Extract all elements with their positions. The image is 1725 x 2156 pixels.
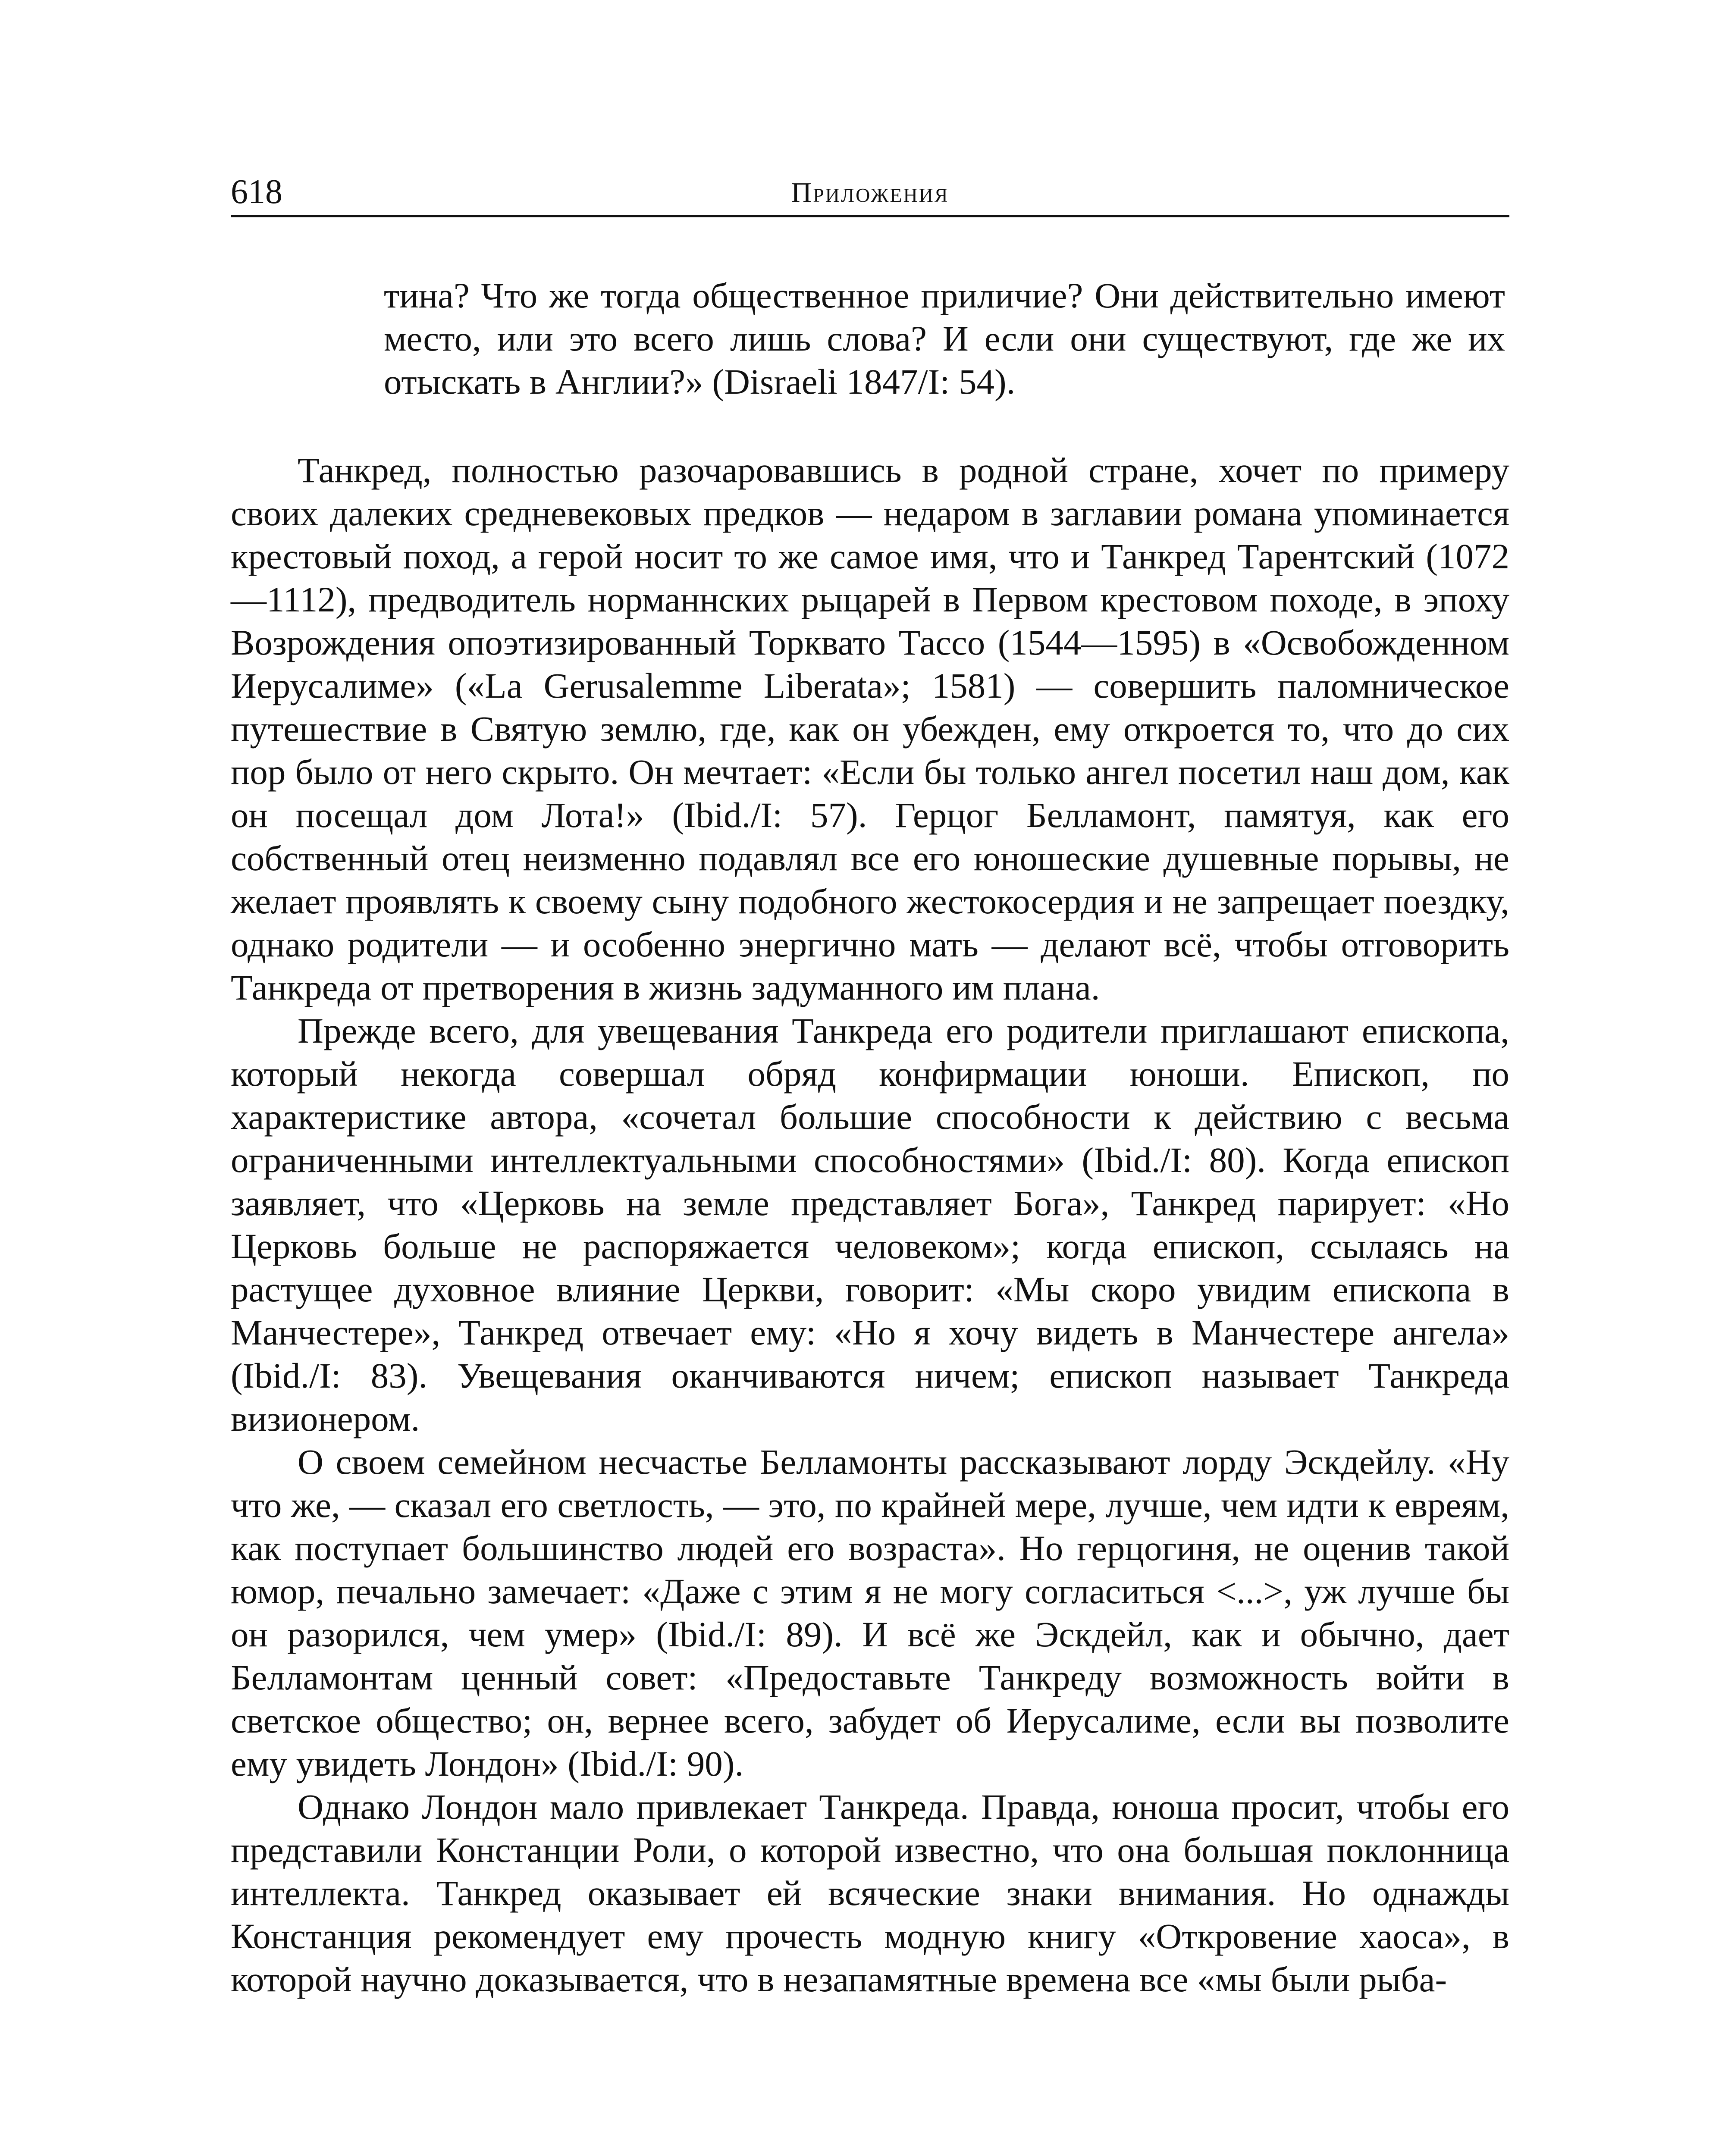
page-number: 618 bbox=[231, 173, 282, 211]
running-head bbox=[231, 170, 1509, 218]
section-title: Приложения bbox=[791, 177, 949, 208]
block-quote bbox=[384, 274, 1505, 403]
paragraph: Прежде всего, для увещевания Танкреда его родители приглашают епископа, который некогда совершал обряд конфирмации юноши. Епископ, по характеристике автора, «сочетал большие способности к действию с весьма ограниченными интеллектуальными способностями» (Ibid./I: 80). Когда епископ заявляет, что «Церковь на земле представляет Бога», Танкред парирует: «Но Церковь больше не распоряжается человеком»; когда епископ, ссылаясь на растущее духовное влияние Церкви, говорит: «Мы скоро увидим епископа в Манчестере», Танкред отвечает ему: «Но я хочу видеть в Манчестере ангела» (Ibid./I: 83). Увещевания оканчиваются ничем; епископ называет Танкреда визионером. bbox=[231, 1011, 1509, 1438]
body-text bbox=[231, 448, 1509, 2001]
paragraph: Танкред, полностью разочаровавшись в родной стране, хочет по примеру своих далеких средневековых предков — недаром в заглавии романа упоминается крестовый поход, а герой носит то же самое имя, что и Танкред Тарентский (1072—1112), предводитель норманнских рыцарей в Первом крестовом походе, в эпоху Возрождения опоэтизированный Торквато Тассо (1544—1595) в «Освобожденном Иерусалиме» («La Gerusalemme Liberata»; 1581) — совершить паломническое путешествие в Святую землю, где, как он убежден, ему откроется то, что до сих пор было от него скрыто. Он мечтает: «Если бы только ангел посетил наш дом, как он посещал дом Лота!» (Ibid./I: 57). Герцог Белламонт, памятуя, как его собственный отец неизменно подавлял все его юношеские душевные порывы, не желает проявлять к своему сыну подобного жестокосердия и не запрещает поездку, однако родители — и особенно энергично мать — делают всё, чтобы отговорить Танкреда от претворения в жизнь задуманного им плана. bbox=[231, 450, 1509, 1007]
paragraph: Однако Лондон мало привлекает Танкреда. Правда, юноша просит, чтобы его представили Констанции Роли, о которой известно, что она большая поклонница интеллекта. Танкред оказывает ей всяческие знаки внимания. Но однажды Констанция рекомендует ему прочесть модную книгу «Откровение хаоса», в которой научно доказывается, что в незапамятные времена все «мы были рыба- bbox=[231, 1787, 1509, 1999]
header-rule bbox=[231, 215, 1509, 217]
quote-text: тина? Что же тогда общественное приличие? Они действительно имеют место, или это всего лишь слова? И если они существуют, где же их отыскать в Англии?» (Disraeli 1847/I: 54). bbox=[384, 276, 1505, 401]
paragraph: О своем семейном несчастье Белламонты рассказывают лорду Эскдейлу. «Ну что же, — сказал его светлость, — это, по крайней мере, лучше, чем идти к евреям, как поступает большинство людей его возраста». Но герцогиня, не оценив такой юмор, печально замечает: «Даже с этим я не могу согласиться <...>, уж лучше бы он разорился, чем умер» (Ibid./I: 89). И всё же Эскдейл, как и обычно, дает Белламонтам ценный совет: «Предоставьте Танкреду возможность войти в светское общество; он, вернее всего, забудет об Иерусалиме, если вы позволите ему увидеть Лондон» (Ibid./I: 90). bbox=[231, 1442, 1509, 1783]
